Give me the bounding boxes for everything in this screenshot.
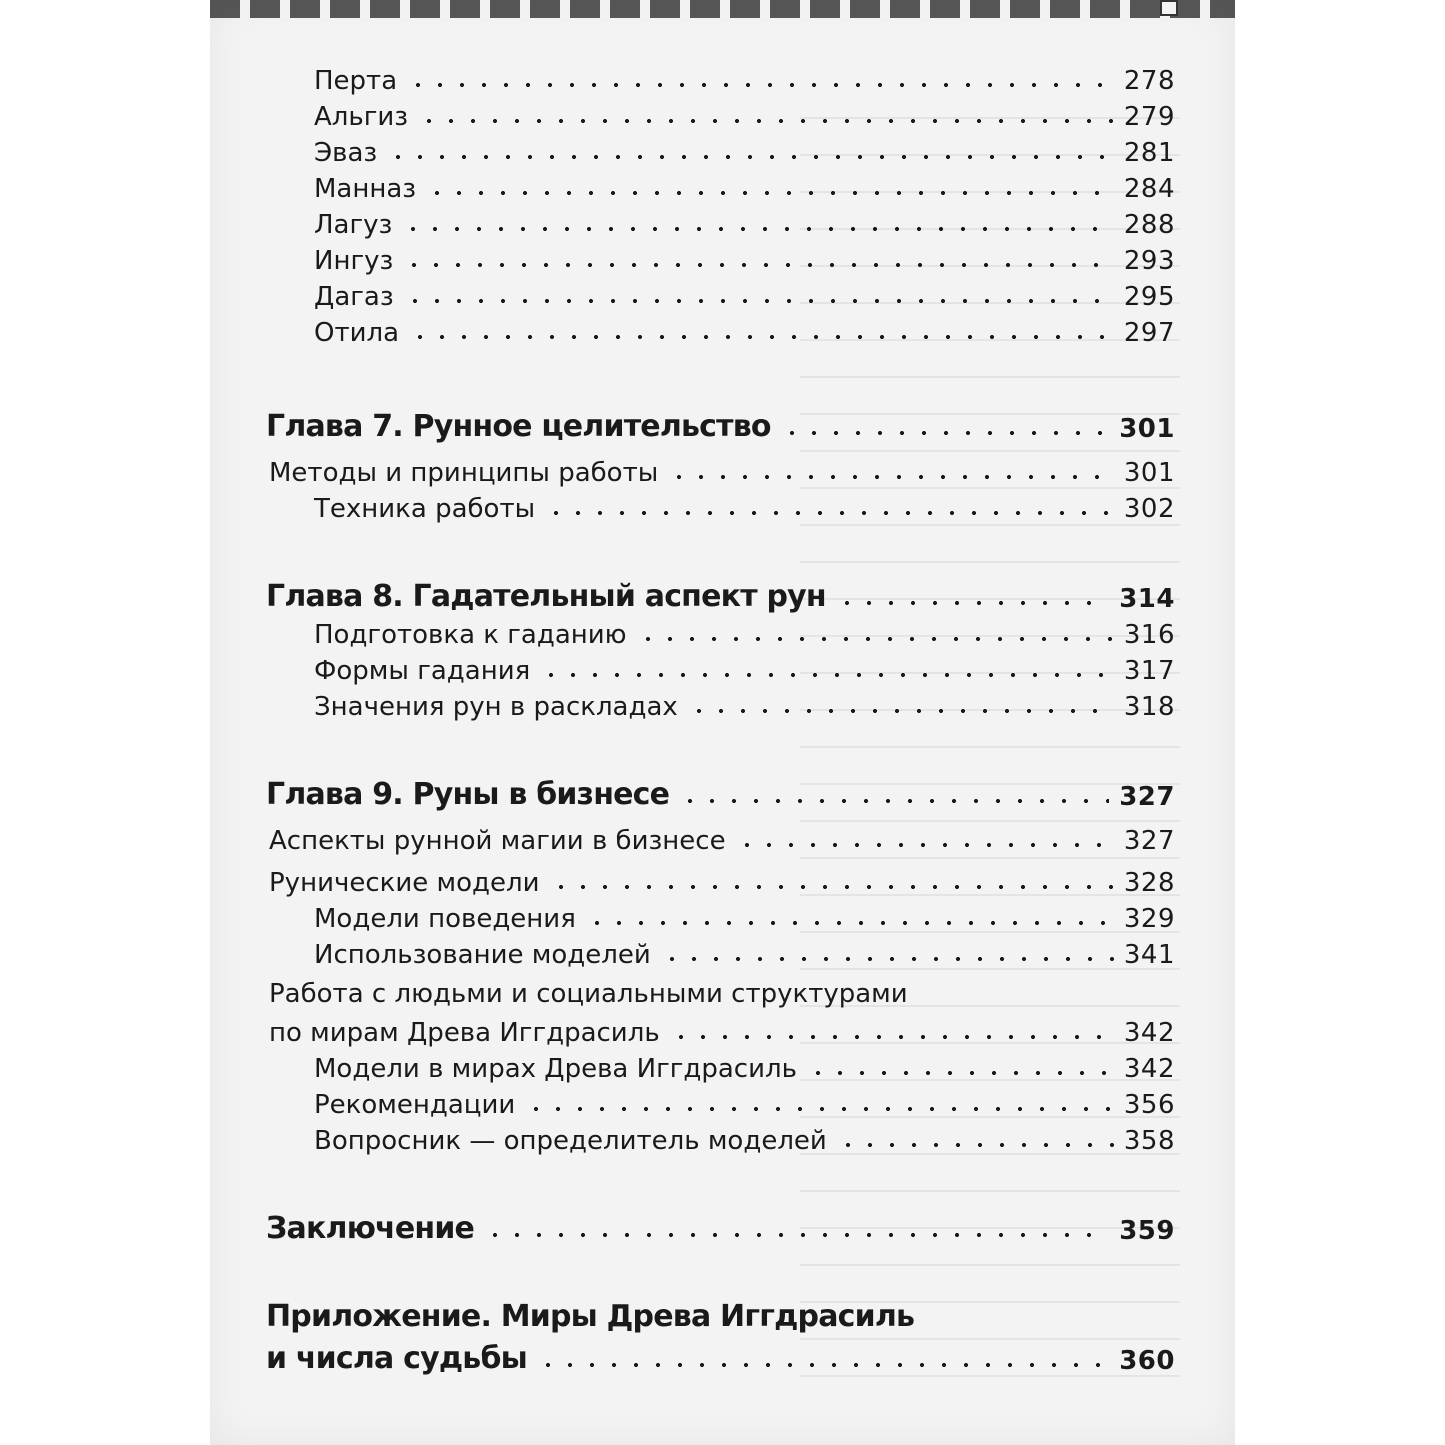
leader-dots bbox=[407, 82, 1114, 88]
entry-title: Эваз bbox=[314, 138, 378, 168]
chapter-title: Глава 8. Гадательный аспект рун bbox=[266, 579, 826, 614]
toc-entry-meanings bbox=[314, 684, 1175, 720]
entry-page: 301 bbox=[1123, 458, 1175, 488]
entry-title: Ингуз bbox=[314, 246, 394, 276]
entry-title: Модели поведения bbox=[314, 904, 576, 934]
entry-title: Модели в мирах Древа Иггдрасиль bbox=[314, 1054, 797, 1084]
toc-entry-methods bbox=[269, 450, 1175, 486]
toc-entry-forms bbox=[314, 648, 1175, 684]
toc-entry-recommendations bbox=[314, 1082, 1175, 1118]
entry-page: 318 bbox=[1123, 692, 1175, 722]
entry-title: Аспекты рунной магии в бизнесе bbox=[269, 826, 726, 856]
entry-title: Рунические модели bbox=[269, 868, 540, 898]
leader-dots bbox=[670, 1034, 1114, 1040]
chapter-title: Глава 7. Рунное целительство bbox=[266, 409, 771, 444]
chapter-page: 301 bbox=[1119, 414, 1175, 444]
leader-dots bbox=[402, 226, 1114, 232]
entry-page: 279 bbox=[1123, 102, 1175, 132]
entry-title: Перта bbox=[314, 66, 398, 96]
leader-dots bbox=[688, 708, 1114, 714]
leader-dots bbox=[537, 1362, 1109, 1368]
toc-entry-runic-models bbox=[269, 860, 1175, 896]
leader-dots bbox=[586, 920, 1114, 926]
leader-dots bbox=[550, 884, 1114, 890]
entry-page: 342 bbox=[1123, 1054, 1175, 1084]
entry-title: Вопросник — определитель моделей bbox=[314, 1126, 827, 1156]
entry-page: 329 bbox=[1123, 904, 1175, 934]
toc-entry-preparation bbox=[314, 612, 1175, 648]
entry-title: Отила bbox=[314, 318, 400, 348]
entry-title: Подготовка к гаданию bbox=[314, 620, 627, 650]
entry-page: 356 bbox=[1123, 1090, 1175, 1120]
entry-title: Значения рун в раскладах bbox=[314, 692, 678, 722]
leader-dots bbox=[637, 636, 1114, 642]
entry-page: 293 bbox=[1123, 246, 1175, 276]
leader-dots bbox=[736, 842, 1114, 848]
leader-dots bbox=[545, 510, 1114, 516]
entry-title: Формы гадания bbox=[314, 656, 531, 686]
entry-page: 342 bbox=[1123, 1018, 1175, 1048]
toc-entry-questionnaire bbox=[314, 1118, 1175, 1154]
leader-dots bbox=[679, 798, 1109, 804]
toc-entry-models-worlds bbox=[314, 1046, 1175, 1082]
leader-dots bbox=[403, 262, 1114, 268]
leader-dots bbox=[661, 956, 1114, 962]
toc-entry-laguz bbox=[314, 202, 1175, 238]
entry-page: 295 bbox=[1123, 282, 1175, 312]
entry-title: Рекомендации bbox=[314, 1090, 516, 1120]
entry-title: Лагуз bbox=[314, 210, 393, 240]
entry-title: Методы и принципы работы bbox=[269, 458, 659, 488]
entry-title: Использование моделей bbox=[314, 940, 651, 970]
entry-title: Дагаз bbox=[314, 282, 394, 312]
toc-entry-perta bbox=[314, 58, 1175, 94]
toc-entry-people-line1: Работа с людьми и социальными структурами bbox=[269, 979, 908, 1009]
leader-dots bbox=[837, 1142, 1114, 1148]
toc-conclusion bbox=[266, 1204, 1175, 1244]
leader-dots bbox=[409, 334, 1114, 340]
leader-dots bbox=[668, 474, 1114, 480]
toc-entry-otila bbox=[314, 310, 1175, 346]
toc-entry-technique bbox=[314, 486, 1175, 522]
entry-page: 358 bbox=[1123, 1126, 1175, 1156]
entry-page: 316 bbox=[1123, 620, 1175, 650]
toc-entry-evaz bbox=[314, 130, 1175, 166]
entry-title: Манназ bbox=[314, 174, 417, 204]
entry-title: по мирам Древа Иггдрасиль bbox=[269, 1018, 660, 1048]
entry-page: 284 bbox=[1123, 174, 1175, 204]
chapter-title: Глава 9. Руны в бизнесе bbox=[266, 777, 670, 812]
entry-title: Техника работы bbox=[314, 494, 536, 524]
toc-entry-mannaz bbox=[314, 166, 1175, 202]
toc-chapter-9 bbox=[266, 770, 1175, 810]
entry-title: Альгиз bbox=[314, 102, 409, 132]
leader-dots bbox=[836, 600, 1109, 606]
toc-entry-behavior-models bbox=[314, 896, 1175, 932]
leader-dots bbox=[781, 430, 1109, 436]
toc-chapter-8 bbox=[266, 572, 1175, 612]
leader-dots bbox=[540, 672, 1114, 678]
leader-dots bbox=[426, 190, 1114, 196]
toc-entry-algiz bbox=[314, 94, 1175, 130]
entry-page: 278 bbox=[1123, 66, 1175, 96]
entry-page: 317 bbox=[1123, 656, 1175, 686]
entry-page: 297 bbox=[1123, 318, 1175, 348]
toc-appendix-line1: Приложение. Миры Древа Иггдрасиль bbox=[266, 1299, 915, 1334]
entry-page: 281 bbox=[1123, 138, 1175, 168]
chapter-page: 359 bbox=[1119, 1216, 1175, 1246]
chapter-page: 327 bbox=[1119, 782, 1175, 812]
chapter-title: Заключение bbox=[266, 1211, 475, 1246]
chapter-page: 314 bbox=[1119, 584, 1175, 614]
leader-dots bbox=[418, 118, 1114, 124]
entry-page: 327 bbox=[1123, 826, 1175, 856]
entry-page: 302 bbox=[1123, 494, 1175, 524]
entry-page: 341 bbox=[1123, 940, 1175, 970]
toc-appendix-line2 bbox=[266, 1334, 1175, 1374]
leader-dots bbox=[404, 298, 1114, 304]
chapter-page: 360 bbox=[1119, 1346, 1175, 1376]
toc-entry-aspects bbox=[269, 818, 1175, 854]
toc-entry-inguz bbox=[314, 238, 1175, 274]
toc-chapter-7 bbox=[266, 402, 1175, 442]
chapter-title: и числа судьбы bbox=[266, 1341, 527, 1376]
leader-dots bbox=[387, 154, 1114, 160]
toc-entry-dagaz bbox=[314, 274, 1175, 310]
leader-dots bbox=[807, 1070, 1114, 1076]
entry-page: 328 bbox=[1123, 868, 1175, 898]
leader-dots bbox=[525, 1106, 1114, 1112]
toc-entry-using-models bbox=[314, 932, 1175, 968]
toc-entry-people-line2 bbox=[269, 1010, 1175, 1046]
entry-page: 288 bbox=[1123, 210, 1175, 240]
leader-dots bbox=[484, 1232, 1109, 1238]
